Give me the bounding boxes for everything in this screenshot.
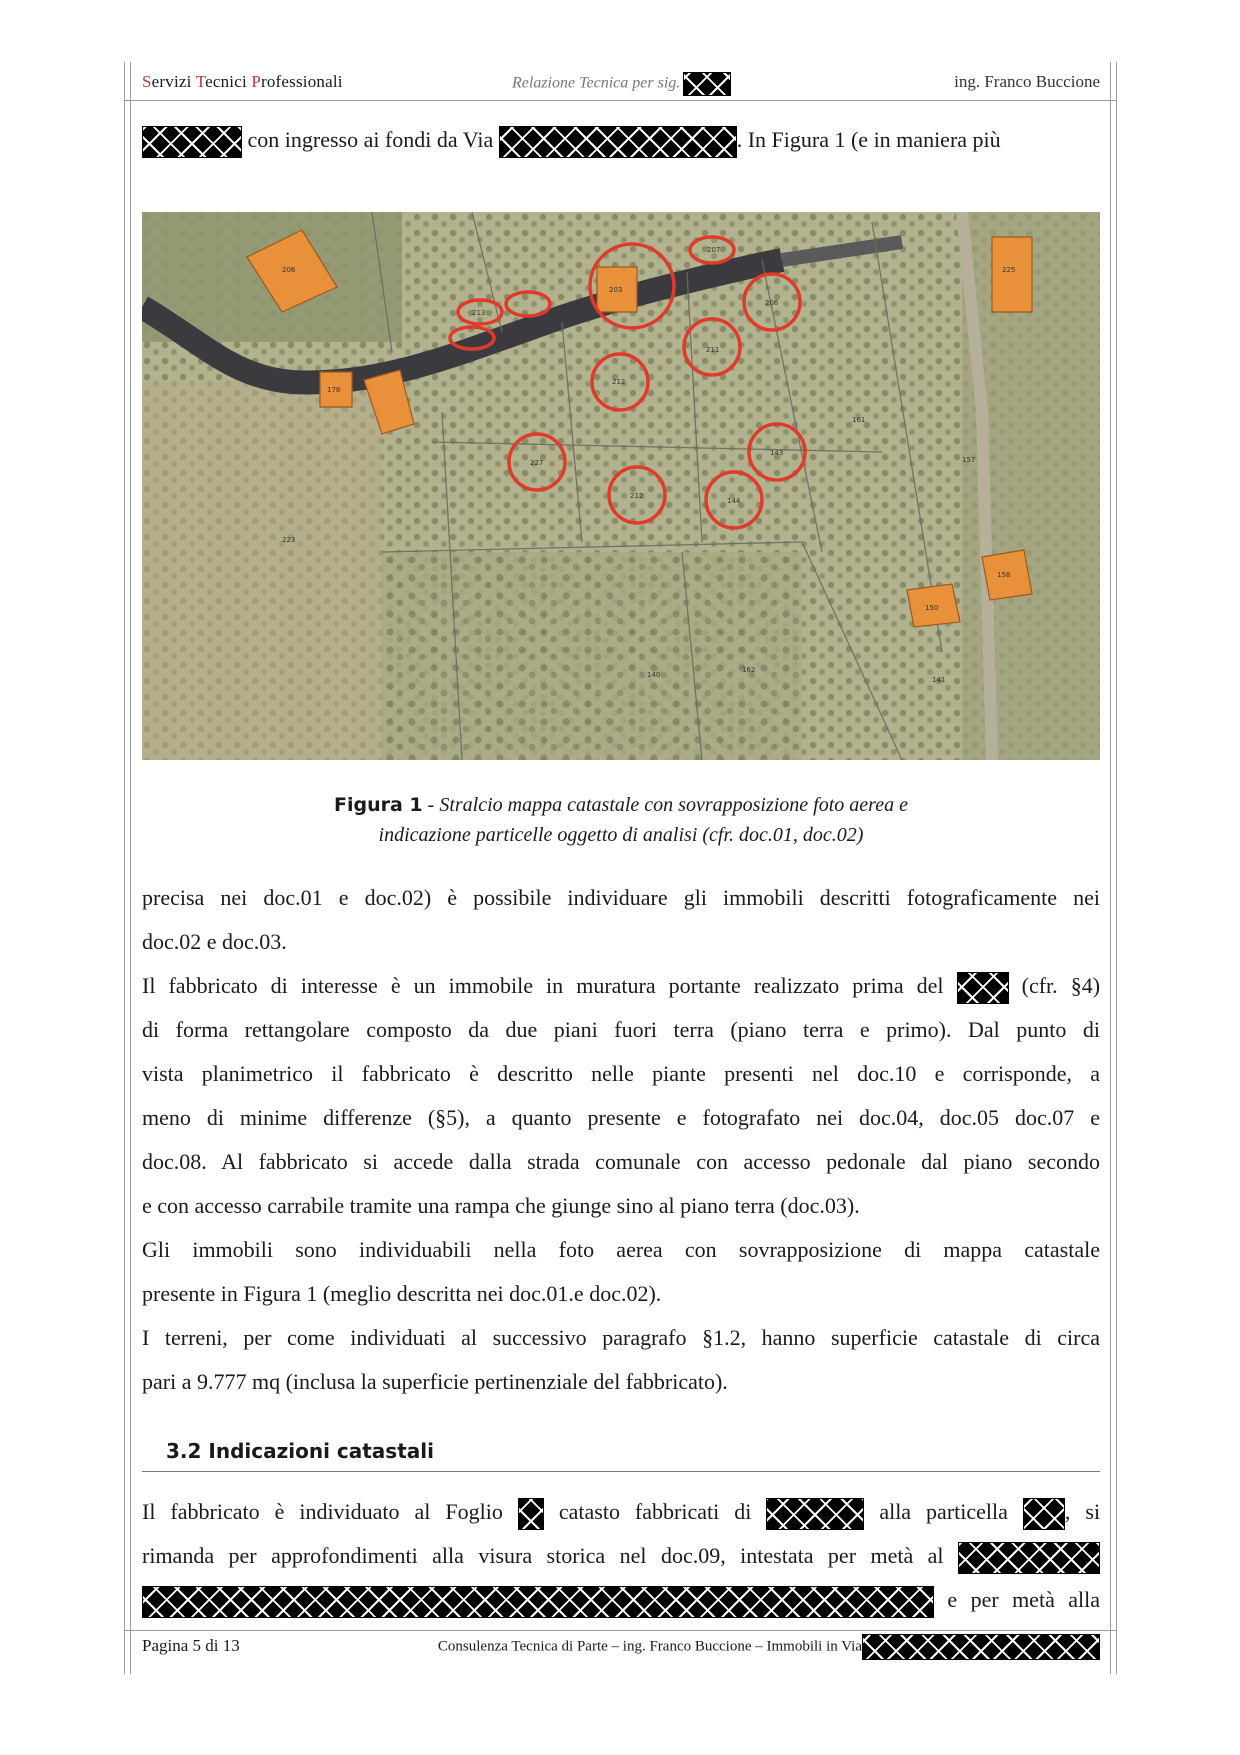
redacted-block <box>142 126 242 158</box>
paragraph-line: doc.08. Al fabbricato si accede dalla strada comunale con accesso pedonale dal piano secondo <box>142 1149 1100 1174</box>
header-rule <box>124 100 1116 101</box>
parcel-label: 206 <box>282 266 296 274</box>
parcel-label: 150 <box>925 604 939 612</box>
parcel-label: 212 <box>612 378 626 386</box>
header-company: Servizi Tecnici Professionali <box>142 72 343 91</box>
paragraph-line: I terreni, per come individuati al successivo paragrafo §1.2, hanno superficie catastale di circa <box>142 1325 1100 1350</box>
parcel-label: 140 <box>647 671 661 679</box>
parcel-label: 207 <box>707 246 721 254</box>
cadastral-paragraph <box>142 1490 1100 1622</box>
map-image <box>142 212 1100 760</box>
footer-rule <box>124 1630 1116 1631</box>
paragraph-line: Il fabbricato di interesse è un immobile in muratura portante realizzato prima del (cfr. §4) <box>142 964 1100 1008</box>
redacted-block <box>862 1634 1100 1660</box>
frame-left-inner-line <box>130 62 131 1674</box>
parcel-label: 212 <box>630 492 644 500</box>
parcel-label: 162 <box>742 666 756 674</box>
aerial-cadastral-map <box>142 212 1100 760</box>
figure-label: Figura 1 <box>334 794 423 816</box>
intro-line: con ingresso ai fondi da Via . In Figura 1 (e in maniera più <box>142 118 1100 162</box>
paragraph-line: Gli immobili sono individuabili nella foto aerea con sovrapposizione di mappa catastale <box>142 1237 1100 1262</box>
paragraph-line: di forma rettangolare composto da due piani fuori terra (piano terra e primo). Dal punto di <box>142 1017 1100 1042</box>
paragraph-line: rimanda per approfondimenti alla visura storica nel doc.09, intestata per metà al <box>142 1534 1100 1578</box>
parcel-label: 143 <box>770 449 784 457</box>
paragraph-line: Il fabbricato è individuato al Foglio catasto fabbricati di alla particella , si <box>142 1490 1100 1534</box>
paragraph-line: pari a 9.777 mq (inclusa la superficie pertinenziale del fabbricato). <box>142 1369 728 1394</box>
frame-right-inner-line <box>1110 62 1111 1674</box>
parcel-label: 144 <box>727 497 741 505</box>
header-report-title: Relazione Tecnica per sig. <box>512 72 731 96</box>
paragraph-line: meno di minime differenze (§5), a quanto presente e fotografato nei doc.04, doc.05 doc.07 e <box>142 1105 1100 1130</box>
paragraph-line: vista planimetrico il fabbricato è descritto nelle piante presenti nel doc.10 e corrisponde, a <box>142 1061 1100 1086</box>
parcel-label: 158 <box>997 571 1011 579</box>
paragraph-line: e per metà alla <box>142 1578 1100 1622</box>
frame-left-line <box>124 62 125 1674</box>
parcel-label: 223 <box>282 536 296 544</box>
figure-caption: Figura 1 - Stralcio mappa catastale con sovrapposizione foto aerea e indicazione particelle oggetto di analisi (cfr. doc.01, doc.02) <box>334 794 908 846</box>
parcel-label: 157 <box>962 456 976 464</box>
header-author: ing. Franco Buccione <box>954 72 1100 91</box>
footer-description: Consulenza Tecnica di Parte – ing. Franco Buccione – Immobili in Via <box>438 1634 1100 1660</box>
page-footer <box>142 1634 1100 1662</box>
parcel-label: 203 <box>609 286 623 294</box>
parcel-label: 178 <box>327 386 341 394</box>
parcel-label: 161 <box>852 416 866 424</box>
redacted-block <box>766 1498 864 1530</box>
redacted-block <box>1023 1498 1065 1530</box>
redacted-block <box>142 1586 934 1618</box>
parcel-label: 225 <box>1002 266 1016 274</box>
parcel-label: 141 <box>932 676 946 684</box>
frame-right-line <box>1116 62 1117 1674</box>
body-paragraphs <box>142 876 1100 1404</box>
paragraph-line: doc.02 e doc.03. <box>142 929 287 954</box>
redacted-block <box>518 1498 544 1530</box>
redacted-block <box>957 972 1009 1004</box>
paragraph-line: precisa nei doc.01 e doc.02) è possibile individuare gli immobili descritti fotograficamente nei <box>142 885 1100 910</box>
parcel-label: 227 <box>530 459 544 467</box>
parcel-label: 206 <box>765 299 779 307</box>
section-heading: 3.2 Indicazioni catastali <box>142 1437 1100 1472</box>
paragraph-line: e con accesso carrabile tramite una rampa che giunge sino al piano terra (doc.03). <box>142 1193 860 1218</box>
page-number: Pagina 5 di 13 <box>142 1636 240 1655</box>
paragraph-line: presente in Figura 1 (meglio descritta nei doc.01.e doc.02). <box>142 1281 662 1306</box>
parcel-label: 213 <box>472 309 486 317</box>
redacted-block <box>683 72 731 96</box>
parcel-label: 211 <box>706 346 720 354</box>
redacted-block <box>958 1542 1100 1574</box>
redacted-block <box>499 126 737 158</box>
page-header <box>142 70 1100 96</box>
